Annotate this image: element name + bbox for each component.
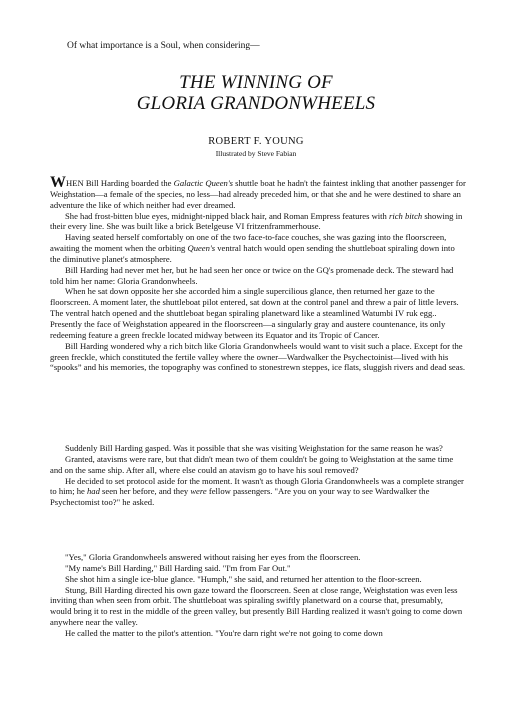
text-run: He decided to set protocol aside for the moment. It wasn't as though Gloria Grandonwheels was a complete stranger to him; he <box>50 475 464 497</box>
italic-text: Galactic Queen's <box>173 178 234 188</box>
paragraph <box>50 174 466 211</box>
title-line-1: THE WINNING OF <box>179 72 333 93</box>
illustrator-credit: Illustrated by Steve Fabian <box>215 149 297 158</box>
text-run: shuttle boat he hadn't the faintest inkling that another passenger for Weighstation—a female of the species, no less—had already preceded him, or that she and he were destined to share an adventure the like of which neither had ever dreamed. <box>50 178 466 210</box>
author-byline: ROBERT F. YOUNG <box>208 136 304 147</box>
text-run: She had frost-bitten blue eyes, midnight-nipped black hair, and Roman Empress features with <box>65 210 389 221</box>
drop-cap: W <box>50 174 66 191</box>
paragraph: She shot him a single ice-blue glance. "Humph," she said, and returned her attention to the floor-screen. <box>65 573 422 584</box>
intro-line: Of what importance is a Soul, when considering— <box>67 41 260 51</box>
paragraph <box>50 476 466 509</box>
paragraph: "My name's Bill Harding," Bill Harding said. "I'm from Far Out." <box>65 562 291 573</box>
title-line-2: GLORIA GRANDONWHEELS <box>136 93 376 114</box>
story-title <box>0 72 512 114</box>
paragraph: When he sat down opposite her she accorded him a single supercilious glance, then returned her gaze to the floorscreen. A moment later, the shuttleboat pilot entered, sat down at the control panel and threw a pair of little levers. The ventral hatch opened and the shuttleboat began spiraling planetward like a steamlined Watumbi IV ruk egg.. Presently the face of Weighstation appeared in the floorscreen—a singularly gray and austere countenance, its only redeeming feature a green freckle located midway between its Equator and its Tropic of Cancer. <box>50 286 459 340</box>
paragraph: Granted, atavisms were rare, but that didn't mean two of them couldn't be going to Weighstation at the same time and on the same ship. After all, where else could an atavism go to have his soul removed? <box>50 453 454 475</box>
text-run: seen her before, and they <box>99 486 191 497</box>
paragraph: "Yes," Gloria Grandonwheels answered without raising her eyes from the floorscreen. <box>65 552 361 562</box>
small-caps-lead: HEN <box>66 178 84 188</box>
paragraph: Bill Harding had never met her, but he had seen her once or twice on the GQ's promenade deck. The steward had told him her name: Gloria Grandonwheels. <box>50 264 454 286</box>
paragraph: He called the matter to the pilot's attention. "You're darn right we're not going to come down <box>65 627 383 638</box>
paragraph: Bill Harding wondered why a rich bitch like Gloria Grandonwheels would want to visit such a place. Except for the green freckle, which constituted the fertile valley where the owner—Wardwalker the Psychectoinist—lived with his “spooks” and his memories, the topography was confined to stonestrewn steppes, ice flats, sluggish rivers and dead seas. <box>50 340 466 373</box>
text-run: fellow passengers. "Are you on your way to see Wardwalker the Psychectomist too?" he asked. <box>50 486 430 508</box>
italic-text: had <box>87 486 100 497</box>
italic-text: rich bitch <box>389 210 423 221</box>
text-run: ventral hatch would open sending the shuttleboat spiraling down into the diminutive planet's atmosphere. <box>50 243 455 264</box>
paragraph: Suddenly Bill Harding gasped. Was it possible that she was visiting Weighstation for the same reason he was? <box>65 443 443 453</box>
text-block-1 <box>50 174 466 373</box>
paragraph: Stung, Bill Harding directed his own gaze toward the floorscreen. Seen at close range, Weighstation was even less inviting than when seen from orbit. The shuttleboat was spiraling swiftly planetward on a course that, presumably, would bring it to rest in the middle of the green valley, but presently Bill Harding realized it wasn't going to come down anywhere near the valley. <box>50 584 463 628</box>
paragraph <box>50 211 466 233</box>
italic-text: Queen's <box>187 243 216 254</box>
italic-text: were <box>190 486 207 497</box>
paragraph <box>50 232 466 265</box>
text-block-3 <box>50 552 466 639</box>
text-run: showing in their every line. She was built like a brick Betelgeuse VI fritzenframmerhouse. <box>50 210 463 232</box>
text-run: Bill Harding boarded the <box>83 178 174 188</box>
text-run: Having seated herself comfortably on one of the two face-to-face couches, she was gazing into the floorscreen, awaiting the moment when the orbiting <box>50 232 447 254</box>
text-block-2 <box>50 443 466 508</box>
